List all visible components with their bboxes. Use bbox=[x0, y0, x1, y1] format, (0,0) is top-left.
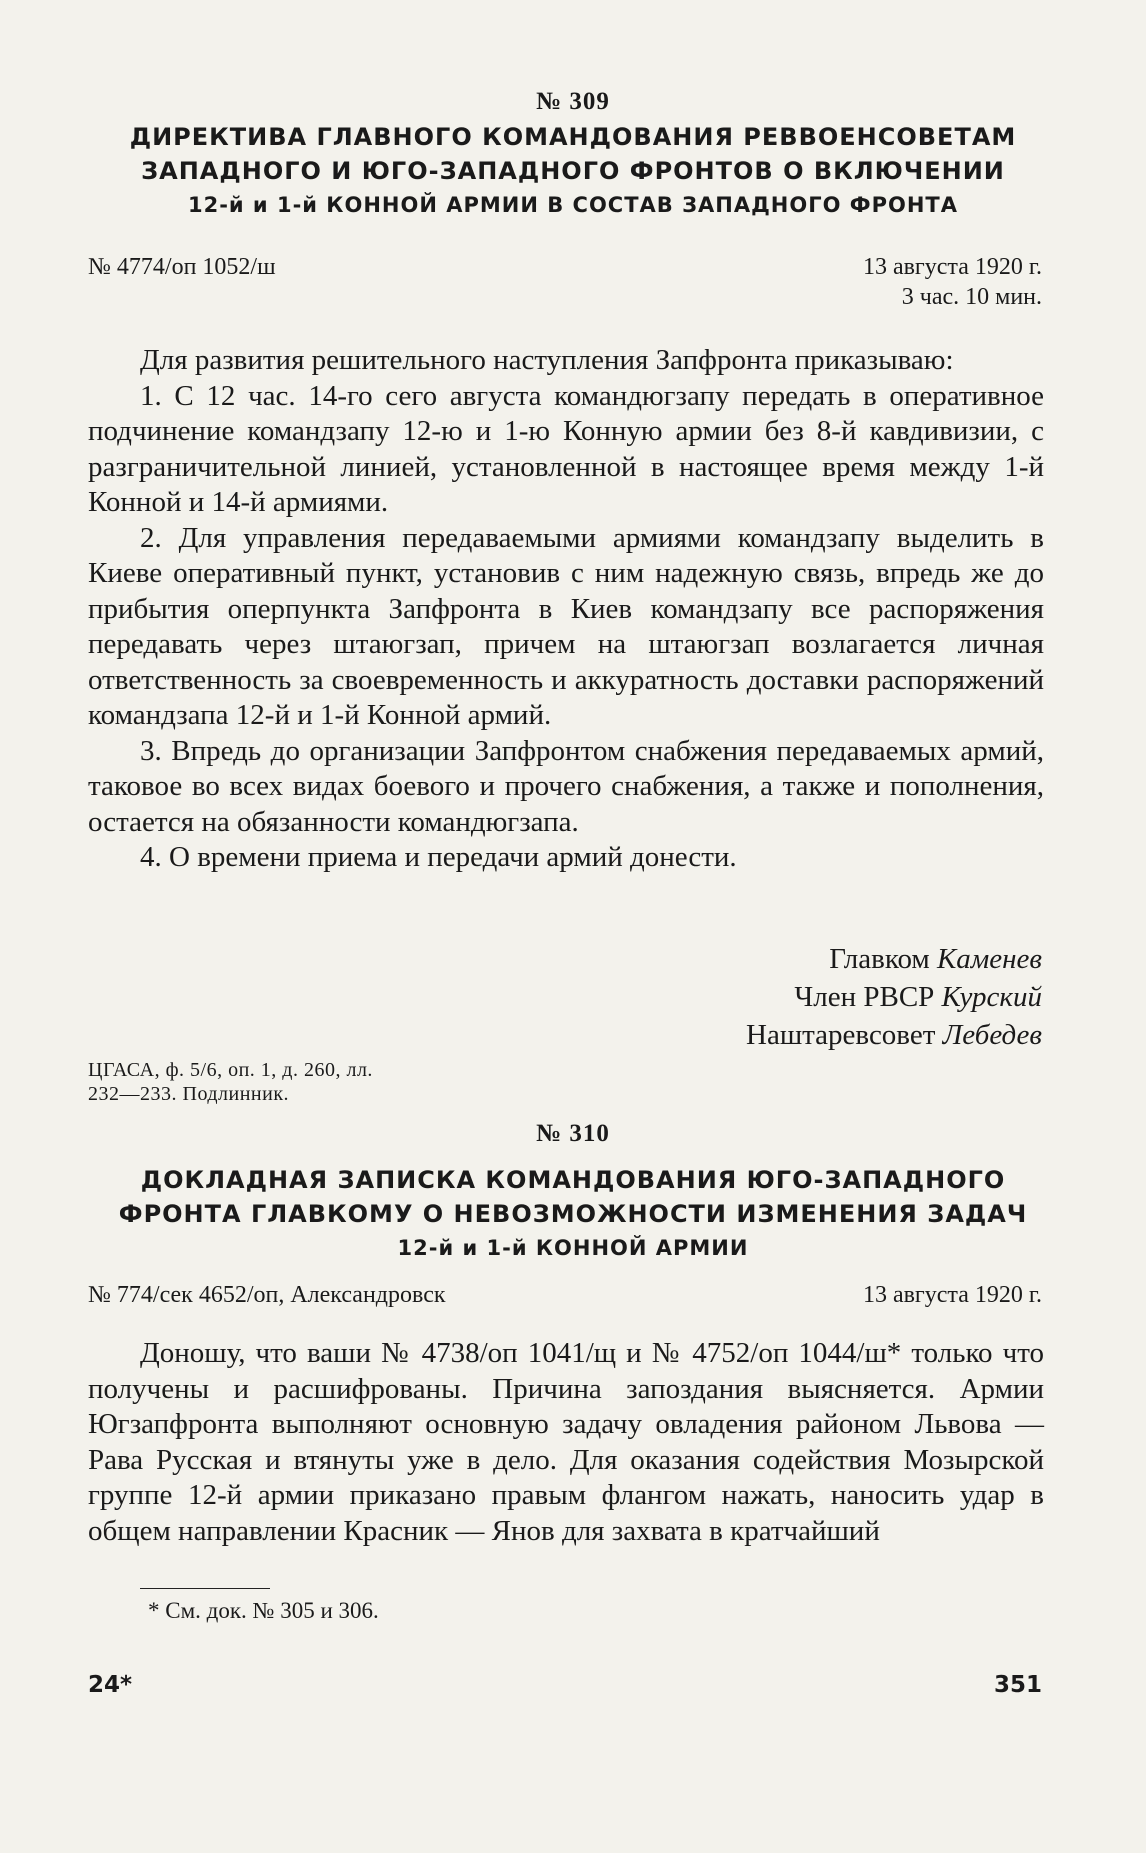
doc309-time: 3 час. 10 мин. bbox=[901, 284, 1042, 310]
doc309-paragraph: Для развития решительного наступления Запфронта приказываю: bbox=[140, 344, 954, 376]
doc310-body bbox=[88, 1336, 1044, 1549]
archive-line: 232—233. Подлинник. bbox=[88, 1083, 290, 1105]
doc309-archive-ref bbox=[88, 1058, 373, 1106]
footnote-rule bbox=[140, 1588, 270, 1589]
doc309-signatures bbox=[746, 940, 1042, 1054]
signature-row bbox=[746, 978, 1042, 1016]
doc309-datetime bbox=[863, 252, 1042, 312]
doc309-paragraph: 1. С 12 час. 14-го сего августа командюгзапу передать в оперативное подчинение командзапу 12-ю и 1-ю Конную армии без 8-й кавдивизии, с разграничительной линией, установленной в настоящее время между 1-й Конной и 14-й армиями. bbox=[88, 379, 1044, 518]
doc309-ref: № 4774/оп 1052/ш bbox=[88, 254, 276, 280]
signature-title: Член РВСР bbox=[794, 981, 935, 1013]
doc310-date: 13 августа 1920 г. bbox=[862, 1282, 1042, 1308]
signature-title: Главком bbox=[829, 943, 930, 975]
signature-row bbox=[746, 1016, 1042, 1054]
doc310-heading bbox=[88, 1163, 1058, 1265]
signature-title: Наштаревсовет bbox=[746, 1019, 936, 1051]
signature-name: Курский bbox=[941, 981, 1042, 1013]
signature-name: Лебедев bbox=[942, 1019, 1042, 1051]
doc309-body bbox=[88, 343, 1044, 876]
doc309-heading bbox=[88, 120, 1058, 222]
doc310-heading-line: ДОКЛАДНАЯ ЗАПИСКА КОМАНДОВАНИЯ ЮГО-ЗАПАДНОГО bbox=[140, 1166, 1006, 1194]
doc309-paragraph: 4. О времени приема и передачи армий донести. bbox=[140, 841, 737, 873]
doc309-heading-line: 12-й и 1-й КОННОЙ АРМИИ В СОСТАВ ЗАПАДНОГО ФРОНТА bbox=[187, 193, 959, 217]
doc309-paragraph: 3. Впредь до организации Запфронтом снабжения передаваемых армий, таковое во всех видах боевого и прочего снабжения, а также и пополнения, остается на обязанности командюгзапа. bbox=[88, 734, 1044, 838]
doc309-heading-line: ДИРЕКТИВА ГЛАВНОГО КОМАНДОВАНИЯ РЕВВОЕНСОВЕТАМ bbox=[129, 123, 1017, 151]
doc309-paragraph: 2. Для управления передаваемыми армиями командзапу выделить в Киеве оперативный пункт, установив с ним надежную связь, впредь же до прибытия оперпункта Запфронта в Киев командзапу все распоряжения передавать через штаюгзап, причем на штаюгзап возлагается личная ответственность за своевременность и аккуратность доставки распоряжений командзапа 12-й и 1-й Конной армий. bbox=[88, 521, 1044, 731]
doc310-number: № 310 bbox=[536, 1120, 610, 1147]
doc309-number: № 309 bbox=[536, 88, 610, 115]
page-number: 351 bbox=[993, 1672, 1042, 1698]
signature-name: Каменев bbox=[937, 943, 1042, 975]
archive-line: ЦГАСА, ф. 5/6, оп. 1, д. 260, лл. bbox=[88, 1059, 373, 1081]
footnote: * См. док. № 305 и 306. bbox=[148, 1598, 379, 1623]
doc310-ref: № 774/сек 4652/оп, Александровск bbox=[88, 1282, 446, 1308]
doc309-date: 13 августа 1920 г. bbox=[862, 254, 1042, 280]
signature-mark: 24* bbox=[88, 1672, 133, 1698]
doc310-heading-line: ФРОНТА ГЛАВКОМУ О НЕВОЗМОЖНОСТИ ИЗМЕНЕНИЯ ЗАДАЧ bbox=[118, 1200, 1028, 1228]
signature-row bbox=[746, 940, 1042, 978]
doc310-paragraph: Доношу, что ваши № 4738/оп 1041/щ и № 4752/оп 1044/ш* только что получены и расшифрованы. Причина запоздания выясняется. Армии Югзапфронта выполняют основную задачу овладения районом Львова — Рава Русская и втянуты уже в дело. Для оказания содействия Мозырской группе 12-й армии приказано правым флангом нажать, наносить удар в общем направлении Красник — Янов для захвата в кратчайший bbox=[88, 1337, 1044, 1547]
doc310-heading-line: 12-й и 1-й КОННОЙ АРМИИ bbox=[397, 1236, 749, 1260]
doc309-heading-line: ЗАПАДНОГО И ЮГО-ЗАПАДНОГО ФРОНТОВ О ВКЛЮЧЕНИИ bbox=[141, 157, 1005, 185]
